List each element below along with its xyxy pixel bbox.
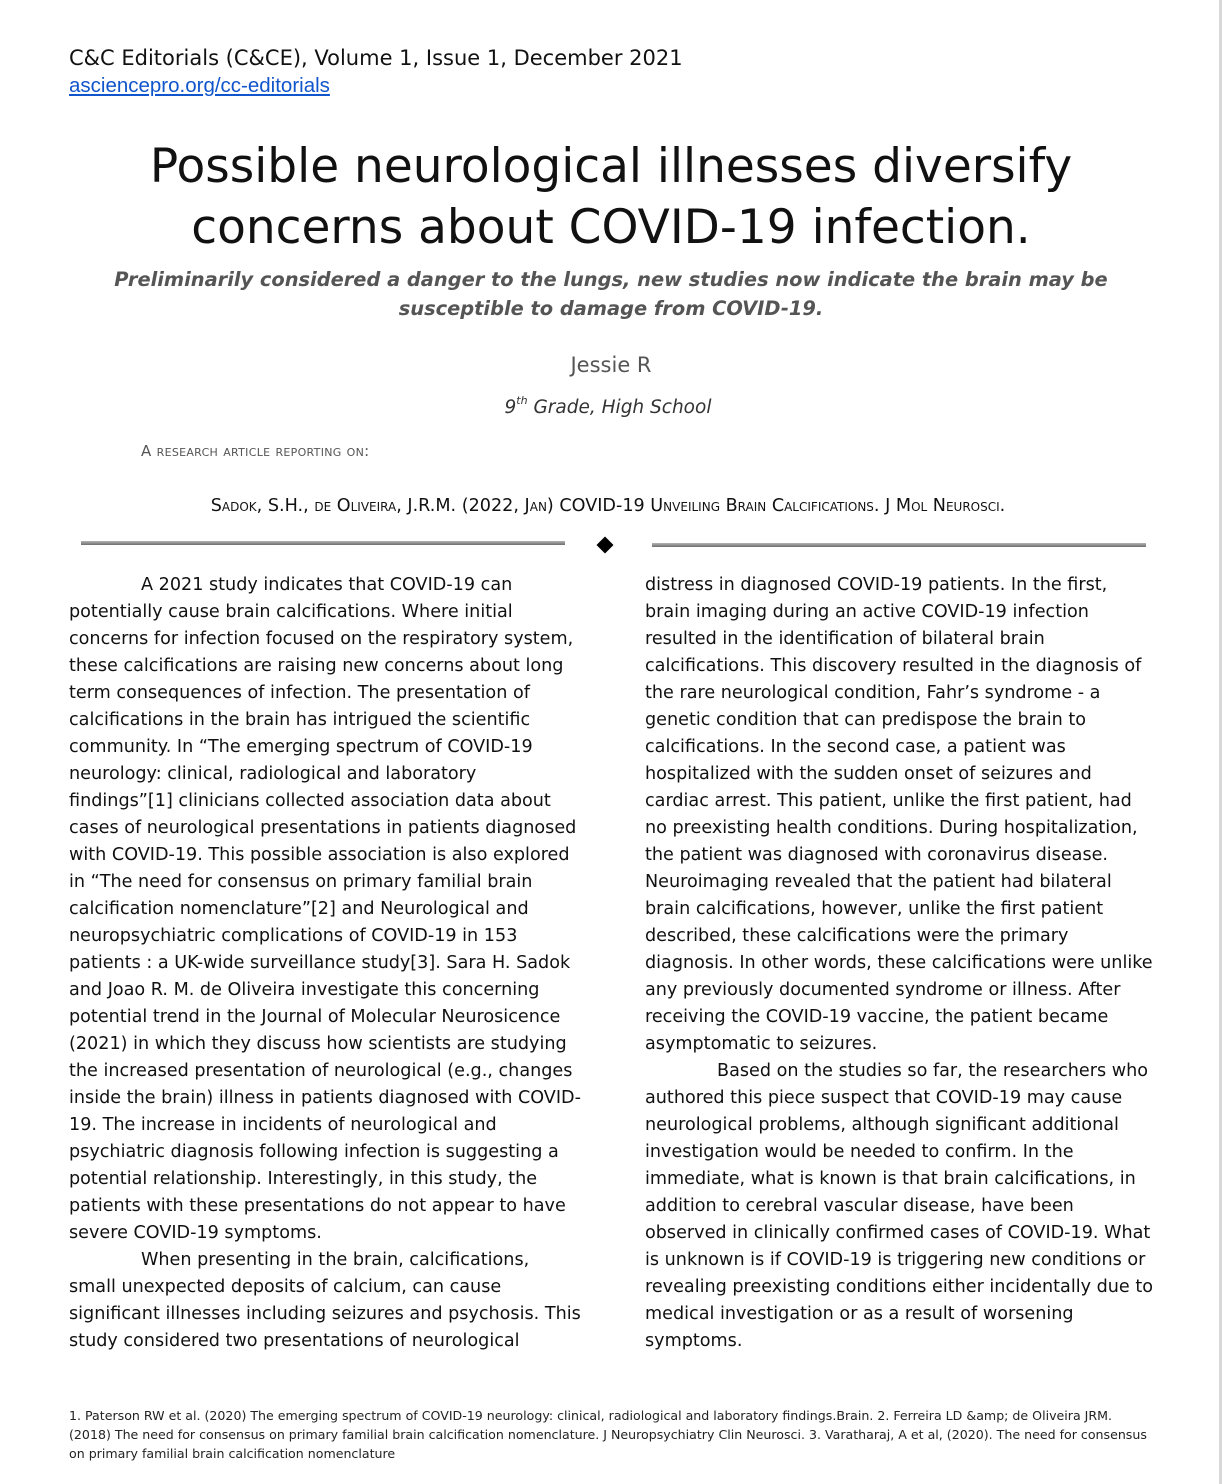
paragraph: distress in diagnosed COVID-19 patients. In the first, brain imaging during an active COVID-19 infection resulted in the identification of bilateral brain calcifications. This discovery resulted in the diagnosis of the rare neurological condition, Fahr’s syndrome - a genetic condition that can predispose the brain to calcifications. In the second case, a patient was hospitalized with the sudden onset of seizures and cardiac arrest. This patient, unlike the first patient, had no preexisting health conditions. During hospitalization, the patient was diagnosed with coronavirus disease. Neuroimaging revealed that the patient had bilateral brain calcifications, however, unlike the first patient described, these calcifications were the primary diagnosis. In other words, these calcifications were unlike any previously documented syndrome or illness. After receiving the COVID-19 vaccine, the patient became asymptomatic to seizures. xyxy=(645,575,1153,1054)
source-citation: Sadok, S.H., de Oliveira, J.R.M. (2022, Jan) COVID-19 Unveiling Brain Calcifications. J Mol Neurosci. xyxy=(210,496,1006,516)
article-title: Possible neurological illnesses diversify concerns about COVID-19 infection. xyxy=(149,139,1073,255)
journal-header: C&C Editorials (C&CE), Volume 1, Issue 1, December 2021 xyxy=(69,46,683,70)
grade-superscript: th xyxy=(516,394,528,407)
divider-right xyxy=(652,543,1146,547)
grade-number: 9 xyxy=(504,397,517,418)
body-column-right xyxy=(645,572,1157,1355)
paragraph: Based on the studies so far, the researchers who authored this piece suspect that COVID-19 may cause neurological problems, although significant additional investigation would be needed to confirm. In the immediate, what is known is that brain calcifications, in addition to cerebral vascular disease, have been observed in clinically confirmed cases of COVID-19. What is unknown is if COVID-19 is triggering new conditions or revealing preexisting conditions either incidentally due to medical investigation or as a result of worsening symptoms. xyxy=(645,1061,1154,1351)
reporting-label: A research article reporting on: xyxy=(141,442,370,460)
diamond-icon xyxy=(597,537,614,554)
article-subtitle: Preliminarily considered a danger to the lungs, new studies now indicate the brain may be susceptible to damage from COVID-19. xyxy=(114,268,1108,320)
footnotes: 1. Paterson RW et al. (2020) The emerging spectrum of COVID-19 neurology: clinical, radiological and laboratory findings.Brain. 2. Ferreira LD &amp; de Oliveira JRM. (2018) The need for consensus on primary familial brain calcification nomenclature. J Neuropsychiatry Clin Neurosci. 3. Varatharaj, A et al, (2020). The need for consensus on primary familial brain calcification nomenclature xyxy=(69,1408,1147,1461)
paragraph: A 2021 study indicates that COVID-19 can potentially cause brain calcifications. Where initial concerns for infection focused on the respiratory system, these calcifications are raising new concerns about long term consequences of infection. The presentation of calcifications in the brain has intrigued the scientific community. In “The emerging spectrum of COVID-19 neurology: clinical, radiological and laboratory findings”[1] clinicians collected association data about cases of neurological presentations in patients diagnosed with COVID-19. This possible association is also explored in “The need for consensus on primary familial brain calcification nomenclature”[2] and Neurological and neuropsychiatric complications of COVID-19 in 153 patients : a UK-wide surveillance study[3]. Sara H. Sadok and Joao R. M. de Oliveira investigate this concerning potential trend in the Journal of Molecular Neurosicence (2021) in which they discuss how scientists are studying the increased presentation of neurological (e.g., changes inside the brain) illness in patients diagnosed with COVID-19. The increase in incidents of neurological and psychiatric diagnosis following infection is suggesting a potential relationship. Interestingly, in this study, the patients with these presentations do not appear to have severe COVID-19 symptoms. xyxy=(69,575,581,1243)
divider-left xyxy=(81,541,565,545)
journal-link[interactable]: asciencepro.org/cc-editorials xyxy=(69,74,330,97)
body-column-left xyxy=(69,572,581,1355)
author-name: Jessie R xyxy=(570,353,652,377)
author-grade xyxy=(0,395,1216,421)
grade-text: Grade, High School xyxy=(527,397,712,418)
paragraph: When presenting in the brain, calcifications, small unexpected deposits of calcium, can cause significant illnesses including seizures and psychosis. This study considered two presentations of neurological xyxy=(69,1250,581,1351)
